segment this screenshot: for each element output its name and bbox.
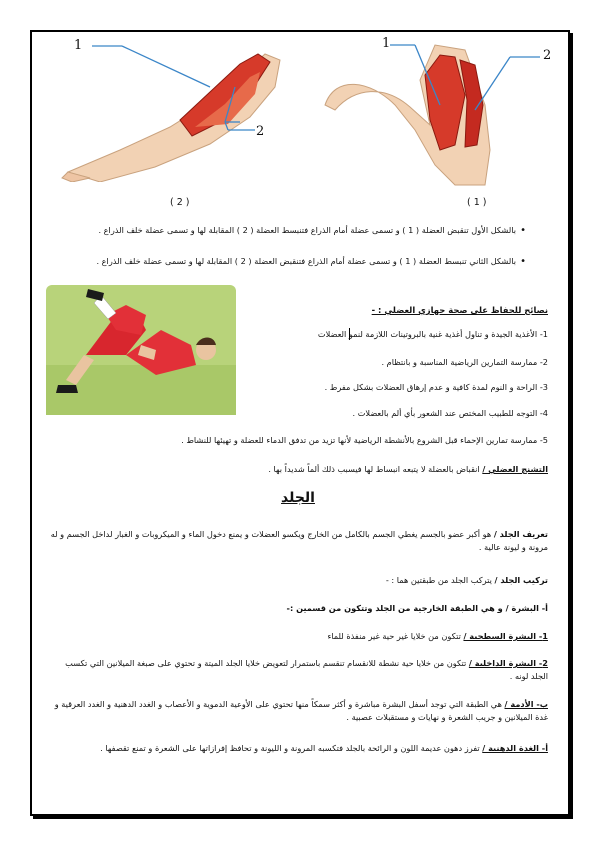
cramp-label: التشنج العضلي / xyxy=(482,464,548,474)
left-figure-label-2: 2 xyxy=(256,124,265,139)
sebaceous-gland-label: أ- الغدة الدهنية / xyxy=(482,743,548,753)
sebaceous-gland-text: تفرز دهون عديمة اللون و الرائحة بالجلد فتكسبه المرونة و الليونة و تحافظ إفرازاتها على الشعرة و تمنع تقصفها . xyxy=(100,743,483,753)
advice-item-4: 4- التوجه للطبيب المختص عند الشعور بأي ألم بالعضلات . xyxy=(352,408,548,418)
arm-flexed-illustration xyxy=(315,35,540,190)
epidermis-heading: أ- البشرة / و هي الطبقة الخارجية من الجلد وتتكون من قسمين :- xyxy=(286,603,548,613)
arm-extended-illustration xyxy=(60,32,295,182)
dermis-label: ب- الأدمة / xyxy=(504,699,548,709)
right-figure-caption: ( 1 ) xyxy=(467,197,487,208)
cramp-definition xyxy=(60,463,548,476)
sebaceous-gland xyxy=(48,742,548,755)
bullet-item-1: • بالشكل الأول تنقبض العضلة ( 1 ) و تسمى عضلة أمام الذراع فتنبسط العضلة ( 2 ) المقابلة لها و تسمى عضلة خلف الذراع . xyxy=(68,224,516,237)
advice-item-5: 5- ممارسة تمارين الإحماء قبل الشروع بالأنشطة الرياضية لأنها تزيد من تدفق الدماء للعضلة و تهيئها للنشاط . xyxy=(181,435,548,445)
surface-epidermis xyxy=(48,630,548,643)
right-figure-label-2: 2 xyxy=(543,48,552,63)
left-figure-label-1: 1 xyxy=(74,38,83,53)
bullet-item-2: • بالشكل الثاني تنبسط العضلة ( 1 ) و تسمى عضلة أمام الذراع فتنقبض العضلة ( 2 ) المقابلة لها و تسمى عضلة خلف الذراع . xyxy=(68,255,516,268)
advice-item-3: 3- الراحة و النوم لمدة كافية و عدم إرهاق العضلات بشكل مفرط . xyxy=(324,382,548,392)
left-figure-caption: ( 2 ) xyxy=(170,197,190,208)
surface-epidermis-label: 1- البشرة السطحية / xyxy=(463,631,548,641)
advice-item-2: 2- ممارسة التمارين الرياضية المناسبة و بانتظام . xyxy=(381,357,548,367)
skin-structure-text: يتركب الجلد من طبقتين هما : - xyxy=(385,575,495,585)
advice-heading: نصائح للحفاظ على صحة جهازي العضلي : - xyxy=(371,305,548,315)
skin-title: الجلد xyxy=(281,490,315,506)
skin-structure-label: تركيب الجلد / xyxy=(494,575,548,585)
inner-epidermis xyxy=(48,657,548,683)
inner-epidermis-label: 2- البشرة الداخلية / xyxy=(468,658,548,668)
dermis xyxy=(48,698,548,724)
surface-epidermis-text: تتكون من خلايا غير حية غير منفذة للماء xyxy=(327,631,464,641)
skin-structure xyxy=(48,574,548,587)
skin-definition xyxy=(48,528,548,554)
inner-epidermis-text: تتكون من خلايا حية نشطة للانقسام تنقسم باستمرار لتعويض خلايا الجلد الميتة و تحتوي على صبغة الميلانين التي تكسب الجلد لونه . xyxy=(65,658,548,681)
right-figure-label-1: 1 xyxy=(382,36,391,51)
skin-definition-label: تعريف الجلد / xyxy=(493,529,548,539)
cramp-athlete-illustration xyxy=(46,285,236,415)
cramp-text: انقباض بالعضلة لا يتبعه انبساط لها فيسبب ذلك ألماً شديداً بها . xyxy=(268,464,483,474)
advice-item-1: 1- الأغذية الجيدة و تناول أغذية غنية بالبروتينات اللازمة لنمو العضلات xyxy=(317,329,548,339)
dermis-text: هي الطبقة التي توجد أسفل البشرة مباشرة و أكثر سمكاً منها تحتوي على الأوعية الدموية و الأعصاب و الغدد الدهنية و الغدد العرقية و غدة الميلانين و جريب الشعرة و نهايات و مستقبلات عصبية . xyxy=(54,699,548,722)
skin-definition-text: هو أكبر عضو بالجسم يغطي الجسم بالكامل من الخارج ويكسو العضلات و يمنع دخول الماء و الميكروبات و الغبار لداخل الجسم و له مرونة و ليونة عالية . xyxy=(50,529,548,552)
